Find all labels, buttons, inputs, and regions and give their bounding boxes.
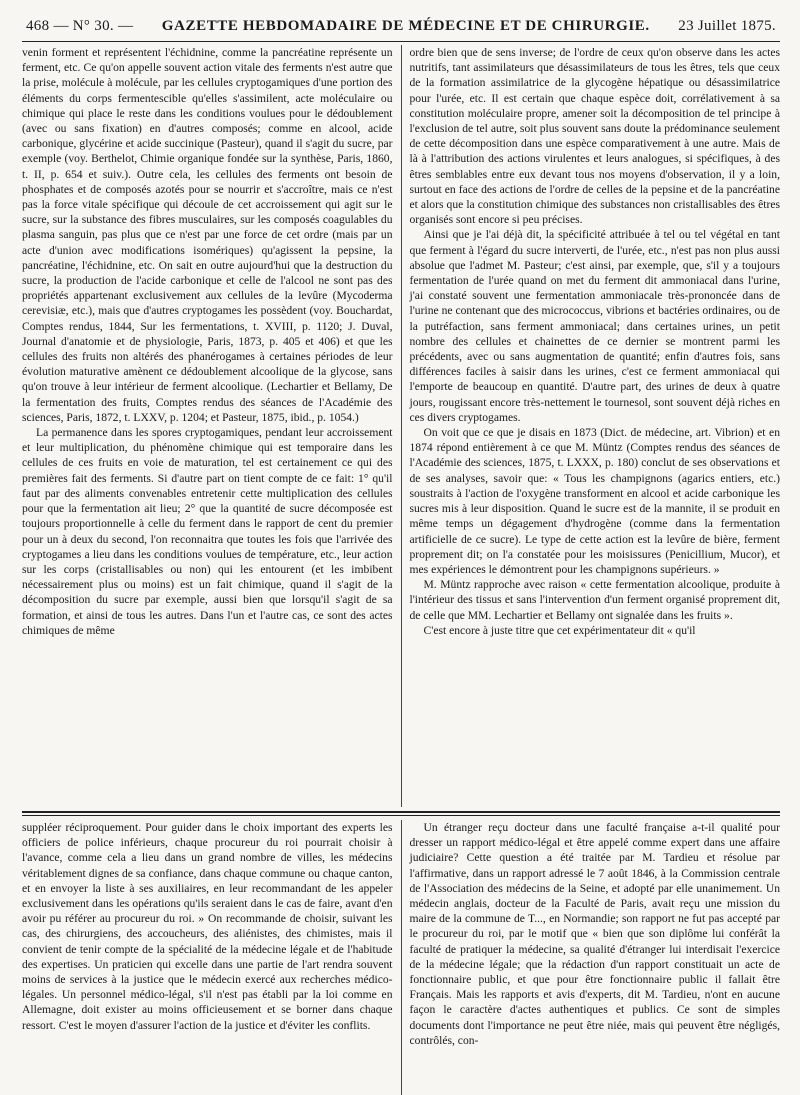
paragraph: M. Müntz rapproche avec raison « cette fermentation alcoolique, produite à l'intérieur des tissus et sans l'intervention d'un ferment organisé proprement dit, de celle que MM. Lechartier et Bellamy ont signalée dans les fruits ». — [409, 578, 780, 622]
section-divider — [22, 811, 780, 816]
paragraph: suppléer réciproquement. Pour guider dans le choix important des experts les officiers de police inférieurs, chaque procureur du roi pourrait choisir à l'avance, comme cela a lieu dans un grand nombre de villes, les médecins véritablement dignes de sa confiance, dans chaque commune ou chaque canton, et en envoyer la liste à ses auxiliaires, en leur recommandant de les appeler exclusivement dans les opérations qu'ils seraient dans le cas de faire, avant d'en avoir pu référer au procureur du roi. » On recommande de choisir, suivant les cas, des chirurgiens, des accoucheurs, des aliénistes, des chimistes, mais il convient de tenir compte de la spécialité de la médecine légale et de l'habitude des expertises. Un praticien qui excelle dans une partie de l'art rendra souvent moins de services à la justice que le médecin exercé aux recherches médico-légales. Un personnel médico-légal, s'il n'est pas établi par la loi comme en Allemagne, doit exister au moins officieusement et se borner dans chaque ressort. C'est le moyen d'assurer l'action de la justice et d'éviter les conflits. — [22, 821, 393, 1032]
page-header — [22, 18, 780, 42]
journal-title: GAZETTE HEBDOMADAIRE DE MÉDECINE ET DE CHIRURGIE. — [161, 18, 650, 34]
paragraph: La permanence dans les spores cryptogamiques, pendant leur accroissement et leur multiplication, du phénomène chimique qui est temporaire dans les cellules de ces fruits en voie de maturation, tel est certainement ce qui des premières fait des ferments. Si d'autre part on tient compte de ce fait: 1° qu'il faut par des aliments convenables entretenir cette multiplication des cellules pour que la fermentation ait lieu; 2° que la quantité de sucre décomposée est toujours proportionnelle à celle du ferment dans le rapport de cent du premier pour un à deux du second, l'on reconnaitra que toutes les fois que l'arrivée des cryptogames a lieu dans les conditions voulues de température, etc., leur action sur les corps (cristallisables ou non) qui les entourent (et les imbibent nécessairement plus ou moins) est un fait chimique, quand il s'agit de la décomposition du sucre par exemple, aussi bien que lorsqu'il s'agit de sa formation, et ainsi de tous les autres. Dans l'un et l'autre cas, ce sont des actes chimiques de même — [22, 426, 393, 637]
upper-left-column — [22, 45, 402, 807]
lower-right-column — [402, 820, 781, 1095]
paragraph: On voit que ce que je disais en 1873 (Dict. de médecine, art. Vibrion) et en 1874 répond entièrement à ce que M. Müntz (Comptes rendus des séances de l'Académie des sciences, 1875, t. LXXX, p. 180) conclut de ses observations et de ses analyses, savoir que: « Tous les champignons (agarics entiers, etc.) soustraits à l'action de l'oxygène transforment en alcool et acide carbonique les sucres mis à leur disposition. Quand le sucre est de la mannite, il se produit en même temps un dégagement d'hydrogène (comme dans la fermentation artificielle de ce sucre). Le type de cette action est la levûre de bière, ferment proprement dit; on l'a constatée pour les moisissures (Penicillium, Mucor), et mes expériences le démontrent pour les champignons supérieurs. » — [409, 426, 780, 576]
newspaper-page — [22, 18, 780, 1078]
paragraph: ordre bien que de sens inverse; de l'ordre de ceux qu'on observe dans les actes nutritifs, tant assimilateurs que désassimilateurs de tous les êtres, tels que ceux de la formation assimilatrice de la glycogène hépatique ou désassimilatrice pour l'urée, etc. Il est certain que chaque espèce doit, corrélativement à sa constitution moléculaire propre, amener soit la décomposition de tel principe à l'exclusion de tel autre, soit plus souvent sans doute la prédominance seulement de cette décomposition dans une espèce comparativement à une autre. Mais de là à l'attribution des actions virulentes et leurs analogues, si spécifiques, à des êtres semblables entre eux devant tous nos moyens d'observation, il y a loin, surtout en face des actions de l'ordre de celles de la pepsine et de la pancréatine et alors que la constitution chimique des substances non cristallisables des êtres organisés sont encore si peu précises. — [409, 46, 780, 227]
page-number: 468 — N° 30. — — [26, 18, 134, 34]
issue-date: 23 Juillet 1875. — [678, 18, 776, 34]
paragraph: Un étranger reçu docteur dans une faculté française a-t-il qualité pour dresser un rapport médico-légal et être appelé comme expert dans une affaire judiciaire? Cette question a été traitée par M. Tardieu et résolue par l'affirmative, dans un rapport adressé le 7 août 1846, à la Commission centrale de l'Association des médecins de la Seine, et adopté par elle unanimement. Un médecin anglais, docteur de la Faculté de Paris, avait reçu une mission du maire de la commune de T..., en Normandie; son rapport ne fut pas accepté par le procureur du roi, par le motif que « bien que son diplôme lui conférât la faculté de pratiquer la médecine, sa qualité d'étranger lui interdisait l'exercice de la médecine légale; que la rédaction d'un rapport constituait un acte de fonctionnaire public, et que pour être fonctionnaire public il fallait être Français. Mais les rapports et avis d'experts, dit M. Tardieu, n'ont en aucune façon le caractère d'actes authentiques et publics. Ce sont de simples documents dont l'importance ne peut être niée, mais qui peuvent être négligés, contrôlés, con- — [409, 821, 780, 1047]
paragraph: C'est encore à juste titre que cet expérimentateur dit « qu'il — [423, 623, 696, 637]
lower-left-column — [22, 820, 402, 1095]
lower-section — [22, 820, 780, 1095]
paragraph: venin forment et représentent l'échidnine, comme la pancréatine représente un ferment, etc. Ce qu'on appelle souvent action vitale des ferments n'est autre que la prise, molécule à molécule, par les cellules cryptogamiques d'une portion des éléments du corps fermentescible qu'elles s'assimilent, acte moléculaire ou chimique qui place le reste dans les conditions voulues pour le dédoublement (avec ou sans fixation) en d'autres composés; comme en alcool, acide carbonique, glycérine et acide succinique (Pasteur), quand il s'agit du sucre, par exemple (voy. Berthelot, Chimie organique fondée sur la synthèse, Paris, 1860, t. II, p. 654 et suiv.). Outre cela, les cellules des ferments ont besoin de phosphates et de composés azotés pour se nourrir et s'accroître, mais ce n'est pas la force vitale spécifique qui découle de cet accroissement qui agit sur le sucre, sur la substance des fibres musculaires, sur les composés coagulables du plasma sanguin, pas plus que ce n'est par une force de cet ordre (mais par un acte d'union avec modifications isomériques) qu'agissent la pepsine, la pancréatine, l'échidnine, etc. On sait en outre aujourd'hui que la destruction du sucre, la production de l'acide carbonique et celle de l'alcool ne sont pas des propriétés appartenant exclusivement aux cellules de la levûre (Mycoderma cerevisiæ, etc.), mais que d'autres cryptogames les possèdent (voy. Bouchardat, Comptes rendus, 1844, Sur les fermentations, t. XVIII, p. 1120; J. Duval, Journal d'anatomie et de physiologie, Paris, 1873, p. 405 et 406) et que les cellules des fruits non altérés des phanérogames à certaines périodes de leur évolution maturative amènent ce dédoublement alcoolique de la glycose, sans qu'on trouve à leur intérieur de ferment alcoolique. (Lechartier et Bellamy, De la fermentation des fruits, Comptes rendus des séances de l'Académie des sciences, Paris, 1872, t. LXXV, p. 1204; et Pasteur, 1875, ibid., p. 1054.) — [22, 46, 393, 424]
upper-section — [22, 45, 780, 807]
paragraph: Ainsi que je l'ai déjà dit, la spécificité attribuée à tel ou tel végétal en tant que ferment à l'égard du sucre interverti, de l'urée, etc., n'est pas non plus aussi absolue que l'admet M. Pasteur; c'est ainsi, par exemple, que, s'il y a toujours fermentation de l'urée quand on met du ferment dit ammoniacal dans l'urine, j'ai constaté souvent une fermentation ammoniacale très-prononcée dans de l'urine ne contenant que des micrococcus, vibrions et bactéries ordinaires, ou de la putréfaction, sans ferment ammoniacal; dans certaines urines, un petit nombre des cellules et chainettes de ce dernier se montrent parmi les précédents, avec ou sans augmentation de quantité; enfin d'autres fois, sans différences faciles à saisir dans les urines, c'est ce ferment ammoniacal qui l'emporte de beaucoup en quantité. D'autre part, des urines de deux à quatre jours, rougissant encore très-nettement le tournesol, sont souvent déjà riches en ces divers cryptogames. — [409, 228, 780, 424]
upper-right-column — [402, 45, 781, 807]
